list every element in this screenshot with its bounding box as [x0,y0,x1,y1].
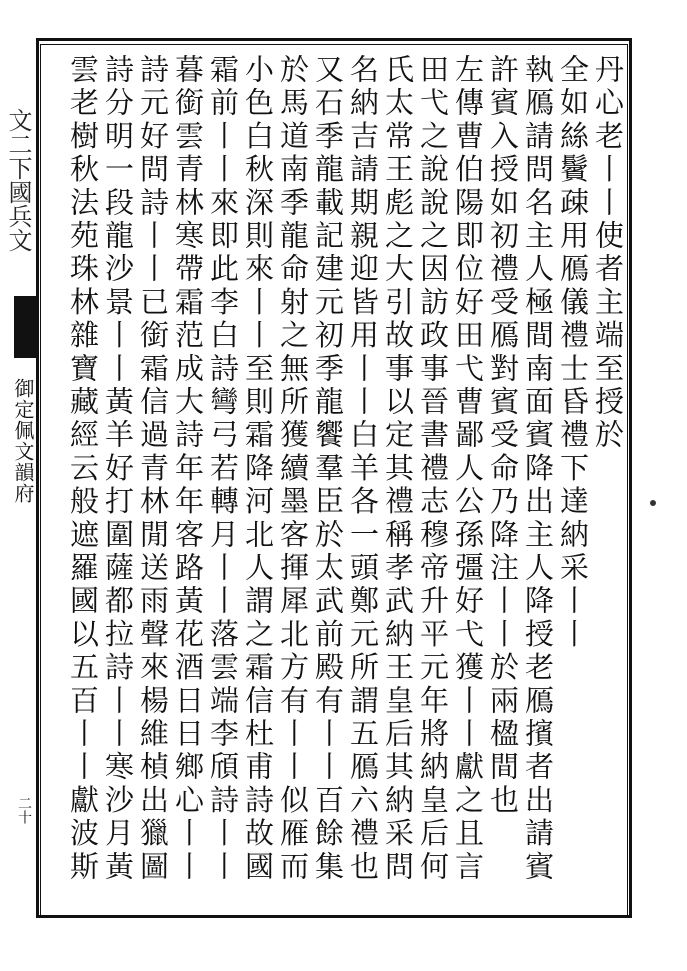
text-column: 又石季龍載記建元初季龍饗羣臣於太武前殿有丨丨百餘集 [311,54,345,884]
text-column: 於馬道南季龍命射之無所獲續墨客揮犀北方有丨丨似雁而 [276,54,310,884]
text-column: 全如絲鬢疎用鴈儀禮士昏禮下達納采丨丨 [556,54,590,652]
text-column: 田弋之說說之因訪政事晉書禮志穆帝升平元年將納皇后何 [416,54,450,884]
text-column: 霜前丨丨來即此李白詩彎弓若轉月丨丨落雲端李頎詩丨丨 [206,54,240,884]
text-column: 氏太常王彪之大引故事以定其禮稱孝武納王皇后其納采問 [381,54,415,884]
fishtail-mark [14,296,36,358]
text-column: 詩元好問詩丨丨已銜霜信過青林閒送雨聲來楊維楨出獵圖 [136,54,170,884]
text-column: 雲老樹秋法苑珠林雜寶藏經云般遮羅國以五百丨丨獻波斯 [66,54,100,884]
page-number: 二十 [16,796,32,824]
text-column: 小色白秋深則來丨丨至則霜降河北人謂之霜信杜甫詩故國 [241,54,275,884]
text-column: 丹心老丨丨使者主端至授於 [591,54,625,453]
book-title: 御定佩文韻府 [11,378,35,504]
page-gutter [0,38,38,918]
ink-speck [650,500,656,506]
text-column: 詩分明一段龍沙景丨丨黃羊好打圍薩都拉詩丨丨寒沙月黃 [101,54,135,884]
edge-text: 文二下國兵文 [4,108,32,252]
text-column: 暮銜雲青林寒帶霜范成大詩年年客路黃花酒日日鄉心丨丨 [171,54,205,884]
text-column: 左傳曹伯陽即位好田弋曹鄙人公孫彊好弋獲丨丨獻之且言 [451,54,485,884]
text-column: 許賓入授如初禮受鴈對賓受命乃降注丨丨於兩楹間也 [486,54,520,818]
text-column: 名納吉請期親迎皆用丨丨白羊各一頭鄭元所謂五鴈六禮也 [346,54,380,884]
text-column: 執鴈請問名主人極間南面賓降出主人降授老鴈擯者出請賓 [521,54,555,884]
